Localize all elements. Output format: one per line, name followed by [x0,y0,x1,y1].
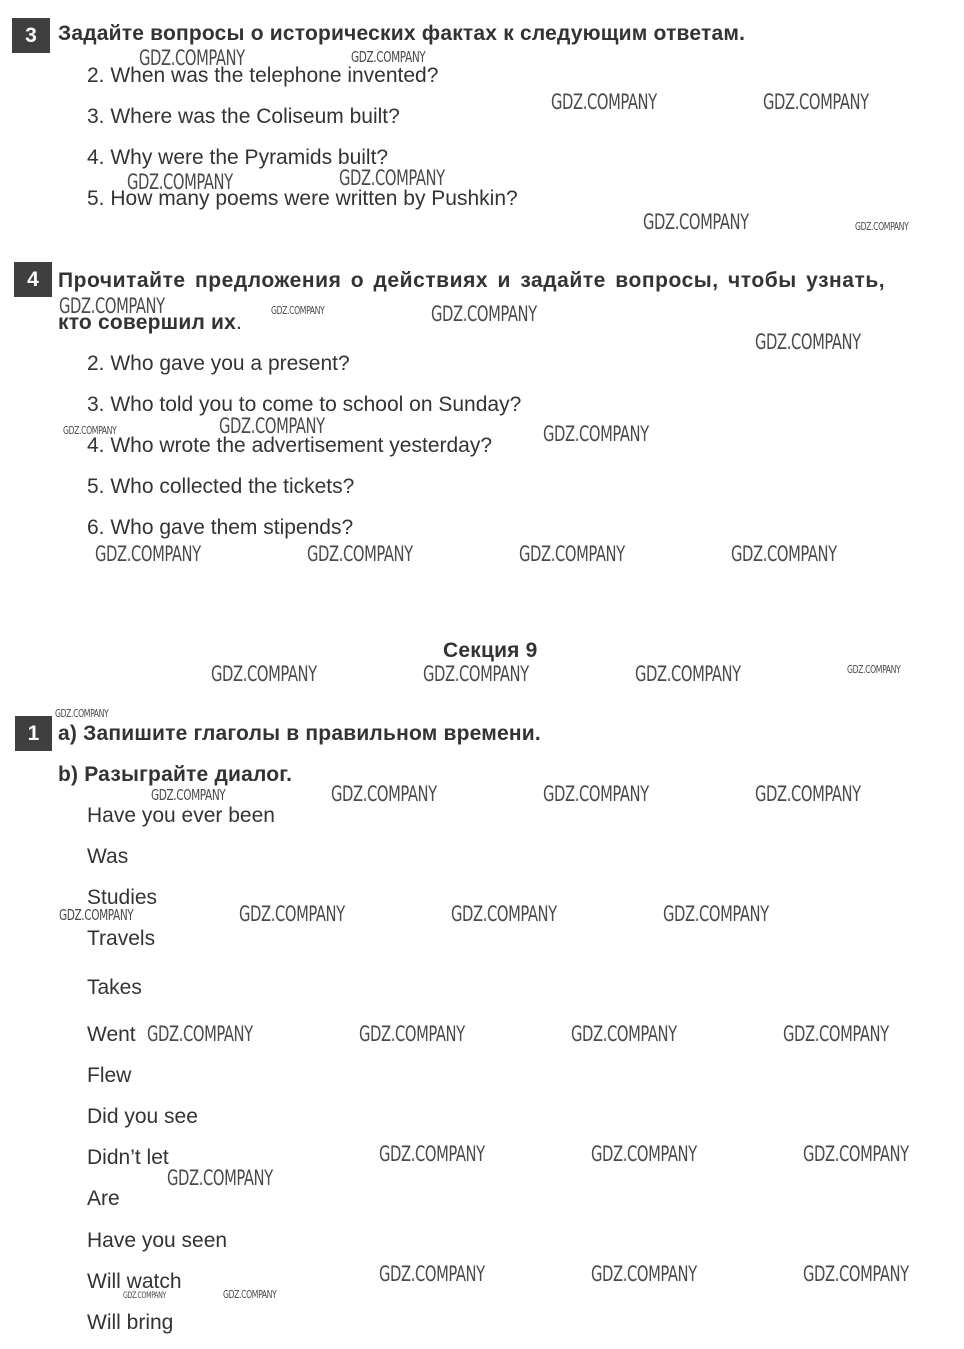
answer-line: 5. How many poems were written by Pushkin? [87,187,518,210]
task-heading-b: b) Разыграйте диалог. [58,763,293,786]
watermark: GDZ.COMPANY [783,1022,889,1046]
task-heading: Задайте вопросы о исторических фактах к следующим ответам. [58,22,746,45]
watermark: GDZ.COMPANY [339,166,445,190]
watermark: GDZ.COMPANY [59,906,134,924]
watermark: GDZ.COMPANY [127,170,233,194]
watermark: GDZ.COMPANY [331,782,437,806]
watermark: GDZ.COMPANY [211,662,317,686]
task-number-badge: 3 [12,18,50,53]
answer-line: Was [87,845,129,868]
watermark: GDZ.COMPANY [591,1142,697,1166]
watermark: GDZ.COMPANY [223,1288,277,1301]
task-heading-a: a) Запишите глаголы в правильном времени. [58,722,541,745]
watermark: GDZ.COMPANY [731,542,837,566]
answer-line: 2. When was the telephone invented? [87,64,439,87]
answer-line: 3. Where was the Coliseum built? [87,105,400,128]
answer-line: Did you see [87,1105,198,1128]
watermark: GDZ.COMPANY [803,1142,909,1166]
answer-line: Travels [87,927,156,950]
watermark: GDZ.COMPANY [519,542,625,566]
watermark: GDZ.COMPANY [755,330,861,354]
answer-line: Didn’t let [87,1146,169,1169]
watermark: GDZ.COMPANY [359,1022,465,1046]
watermark: GDZ.COMPANY [591,1262,697,1286]
answer-line: Will bring [87,1311,174,1334]
watermark: GDZ.COMPANY [55,707,109,720]
watermark: GDZ.COMPANY [379,1142,485,1166]
answer-line: Went [87,1023,136,1046]
watermark: GDZ.COMPANY [379,1262,485,1286]
answer-line: 2. Who gave you a present? [87,352,350,375]
answer-line: 3. Who told you to come to school on Sunday? [87,393,522,416]
watermark: GDZ.COMPANY [431,302,537,326]
section-title: Секция 9 [443,639,538,662]
watermark: GDZ.COMPANY [855,220,909,233]
task-heading-period: . [236,311,243,334]
answer-line: 4. Who wrote the advertisement yesterday? [87,434,493,457]
watermark: GDZ.COMPANY [63,424,117,437]
answer-line: Have you ever been [87,804,275,827]
watermark: GDZ.COMPANY [307,542,413,566]
answer-line: 6. Who gave them stipends? [87,516,354,539]
answer-line: Flew [87,1064,132,1087]
watermark: GDZ.COMPANY [803,1262,909,1286]
watermark: GDZ.COMPANY [663,902,769,926]
watermark: GDZ.COMPANY [147,1022,253,1046]
task-heading: Прочитайте предложения о действиях и задайте вопросы, чтобы узнать, [58,269,886,292]
watermark: GDZ.COMPANY [59,294,165,318]
answer-line: Are [87,1187,120,1210]
watermark: GDZ.COMPANY [451,902,557,926]
watermark: GDZ.COMPANY [571,1022,677,1046]
answer-line: Takes [87,976,142,999]
watermark: GDZ.COMPANY [271,304,325,317]
answer-line: Have you seen [87,1229,228,1252]
watermark: GDZ.COMPANY [423,662,529,686]
answer-line: 4. Why were the Pyramids built? [87,146,389,169]
task-number-badge: 4 [14,262,52,297]
watermark: GDZ.COMPANY [635,662,741,686]
watermark: GDZ.COMPANY [95,542,201,566]
answer-line: Will watch [87,1270,182,1293]
watermark: GDZ.COMPANY [643,210,749,234]
watermark: GDZ.COMPANY [167,1166,273,1190]
watermark: GDZ.COMPANY [847,663,901,676]
watermark: GDZ.COMPANY [239,902,345,926]
watermark: GDZ.COMPANY [551,90,657,114]
watermark: GDZ.COMPANY [543,782,649,806]
watermark: GDZ.COMPANY [219,414,325,438]
answer-line: Studies [87,886,158,909]
task-number-badge: 1 [15,716,52,751]
watermark: GDZ.COMPANY [139,46,245,70]
watermark: GDZ.COMPANY [763,90,869,114]
watermark: GDZ.COMPANY [351,48,426,66]
answer-line: 5. Who collected the tickets? [87,475,355,498]
watermark: GDZ.COMPANY [755,782,861,806]
watermark: GDZ.COMPANY [151,786,226,804]
task-heading-text: кто совершил их [58,311,237,334]
watermark: GDZ.COMPANY [123,1291,166,1301]
watermark: GDZ.COMPANY [543,422,649,446]
